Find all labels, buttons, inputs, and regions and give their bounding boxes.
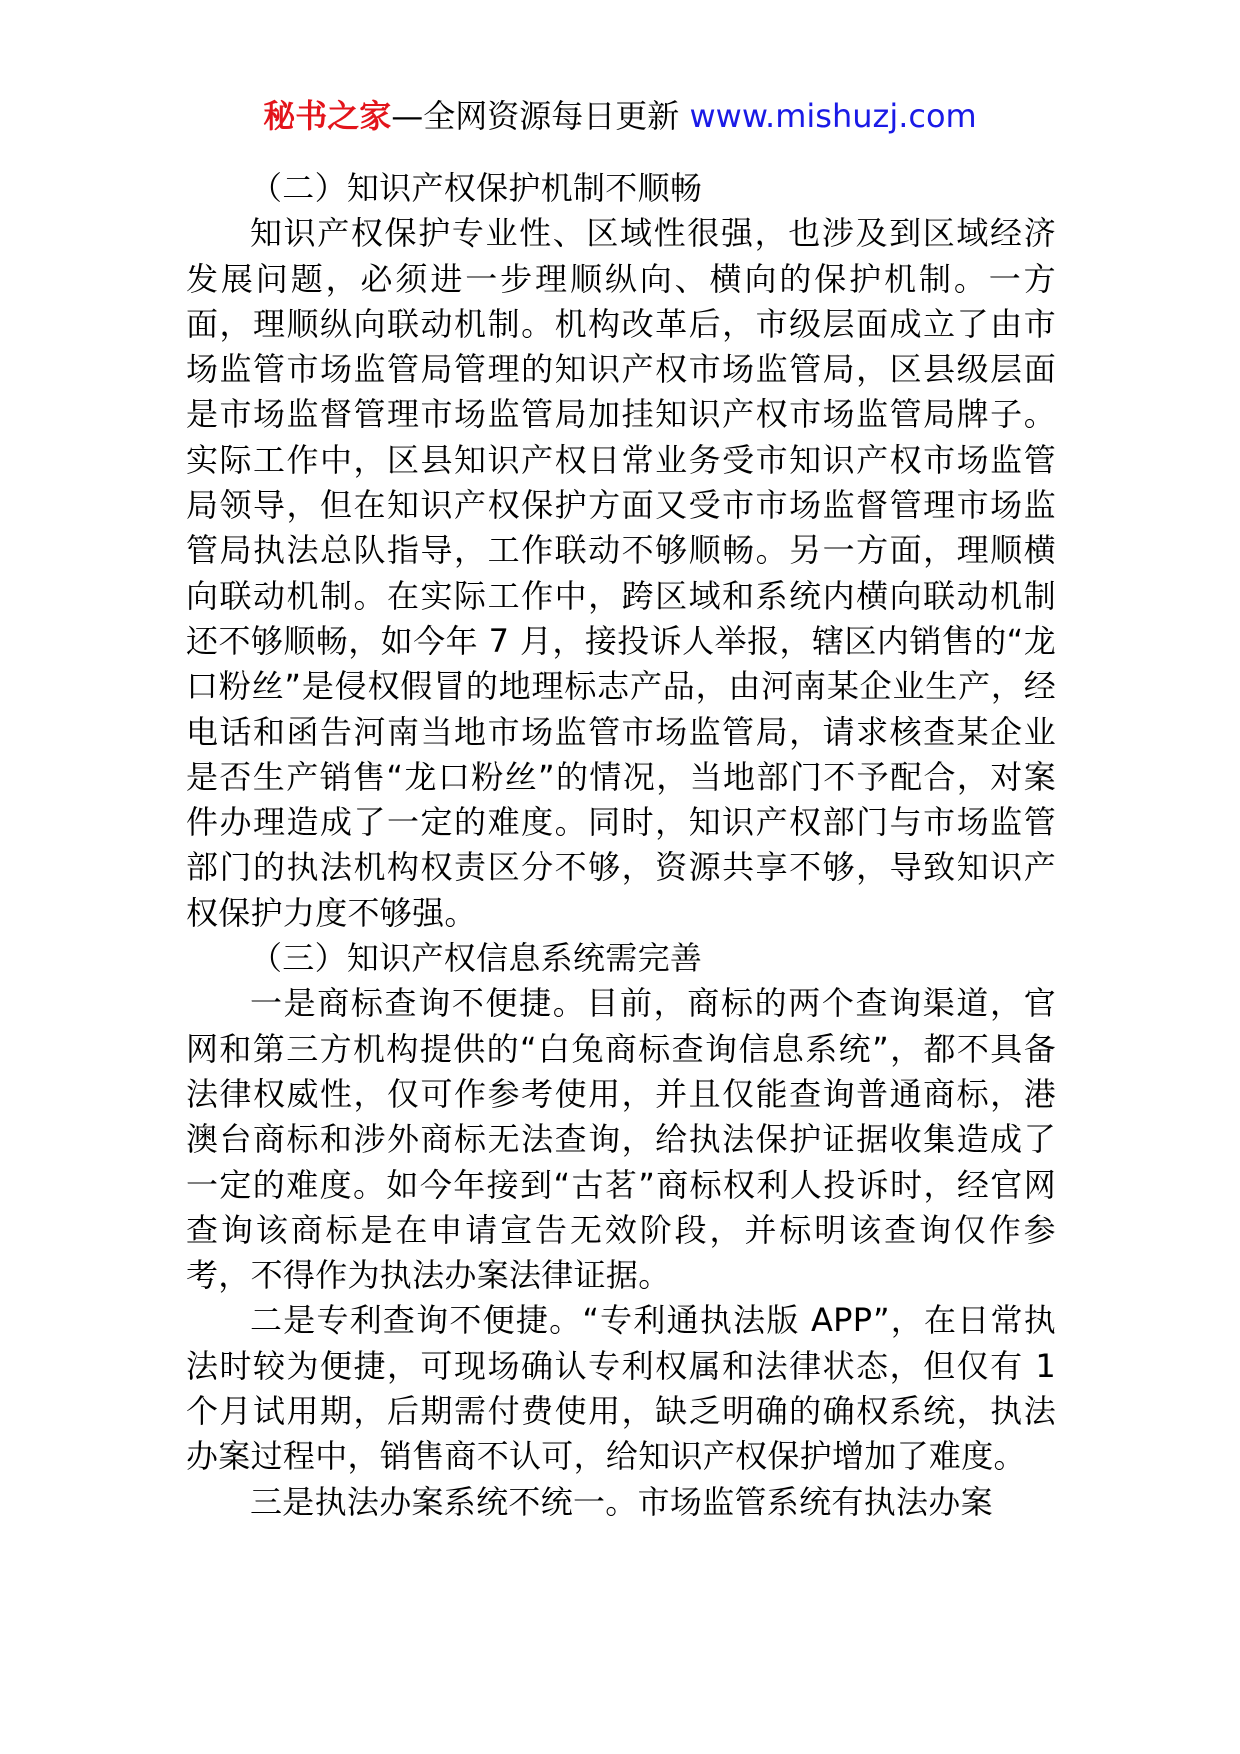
site-header [0, 96, 1240, 136]
paragraph-trademark: 一是商标查询不便捷。目前，商标的两个查询渠道，官网和第三方机构提供的“白兔商标查询信息系统”，都不具备法律权威性，仅可作参考使用，并且仅能查询普通商标，港澳台商标和涉外商标无法查询，给执法保护证据收集造成了一定的难度。如今年接到“古茗”商标权利人投诉时，经官网查询该商标是在申请宣告无效阶段，并标明该查询仅作参考，不得作为执法办案法律证据。 [186, 984, 1056, 1295]
section-heading-3: （三）知识产权信息系统需完善 [250, 939, 703, 978]
paragraph-patent: 二是专利查询不便捷。“专利通执法版 APP”，在日常执法时较为便捷，可现场确认专利权属和法律状态，但仅有 1 个月试用期，后期需付费使用，缺乏明确的确权系统，执法办案过程中，销售商不认可，给知识产权保护增加了难度。 [186, 1301, 1056, 1476]
site-brand: 秘书之家 [263, 97, 392, 135]
paragraph-system: 三是执法办案系统不统一。市场监管系统有执法办案 [250, 1482, 993, 1521]
paragraph-mechanism: 知识产权保护专业性、区域性很强，也涉及到区域经济发展问题，必须进一步理顺纵向、横向的保护机制。一方面，理顺纵向联动机制。机构改革后，市级层面成立了由市场监管市场监管局管理的知识产权市场监管局，区县级层面是市场监督管理市场监管局加挂知识产权市场监管局牌子。实际工作中，区县知识产权日常业务受市知识产权市场监管局领导，但在知识产权保护方面又受市市场监督管理市场监管局执法总队指导，工作联动不够顺畅。另一方面，理顺横向联动机制。在实际工作中，跨区域和系统内横向联动机制还不够顺畅，如今年 7 月，接投诉人举报，辖区内销售的“龙口粉丝”是侵权假冒的地理标志产品，由河南某企业生产，经电话和函告河南当地市场监管市场监管局，请求核查某企业是否生产销售“龙口粉丝”的情况，当地部门不予配合，对案件办理造成了一定的难度。同时，知识产权部门与市场监管部门的执法机构权责区分不够，资源共享不够，导致知识产权保护力度不够强。 [186, 214, 1056, 932]
site-tagline: —全网资源每日更新 [391, 97, 690, 135]
site-url-link[interactable]: www.mishuzj.com [689, 97, 977, 135]
section-heading-2: （二）知识产权保护机制不顺畅 [250, 169, 703, 207]
document-body [186, 166, 1056, 1525]
